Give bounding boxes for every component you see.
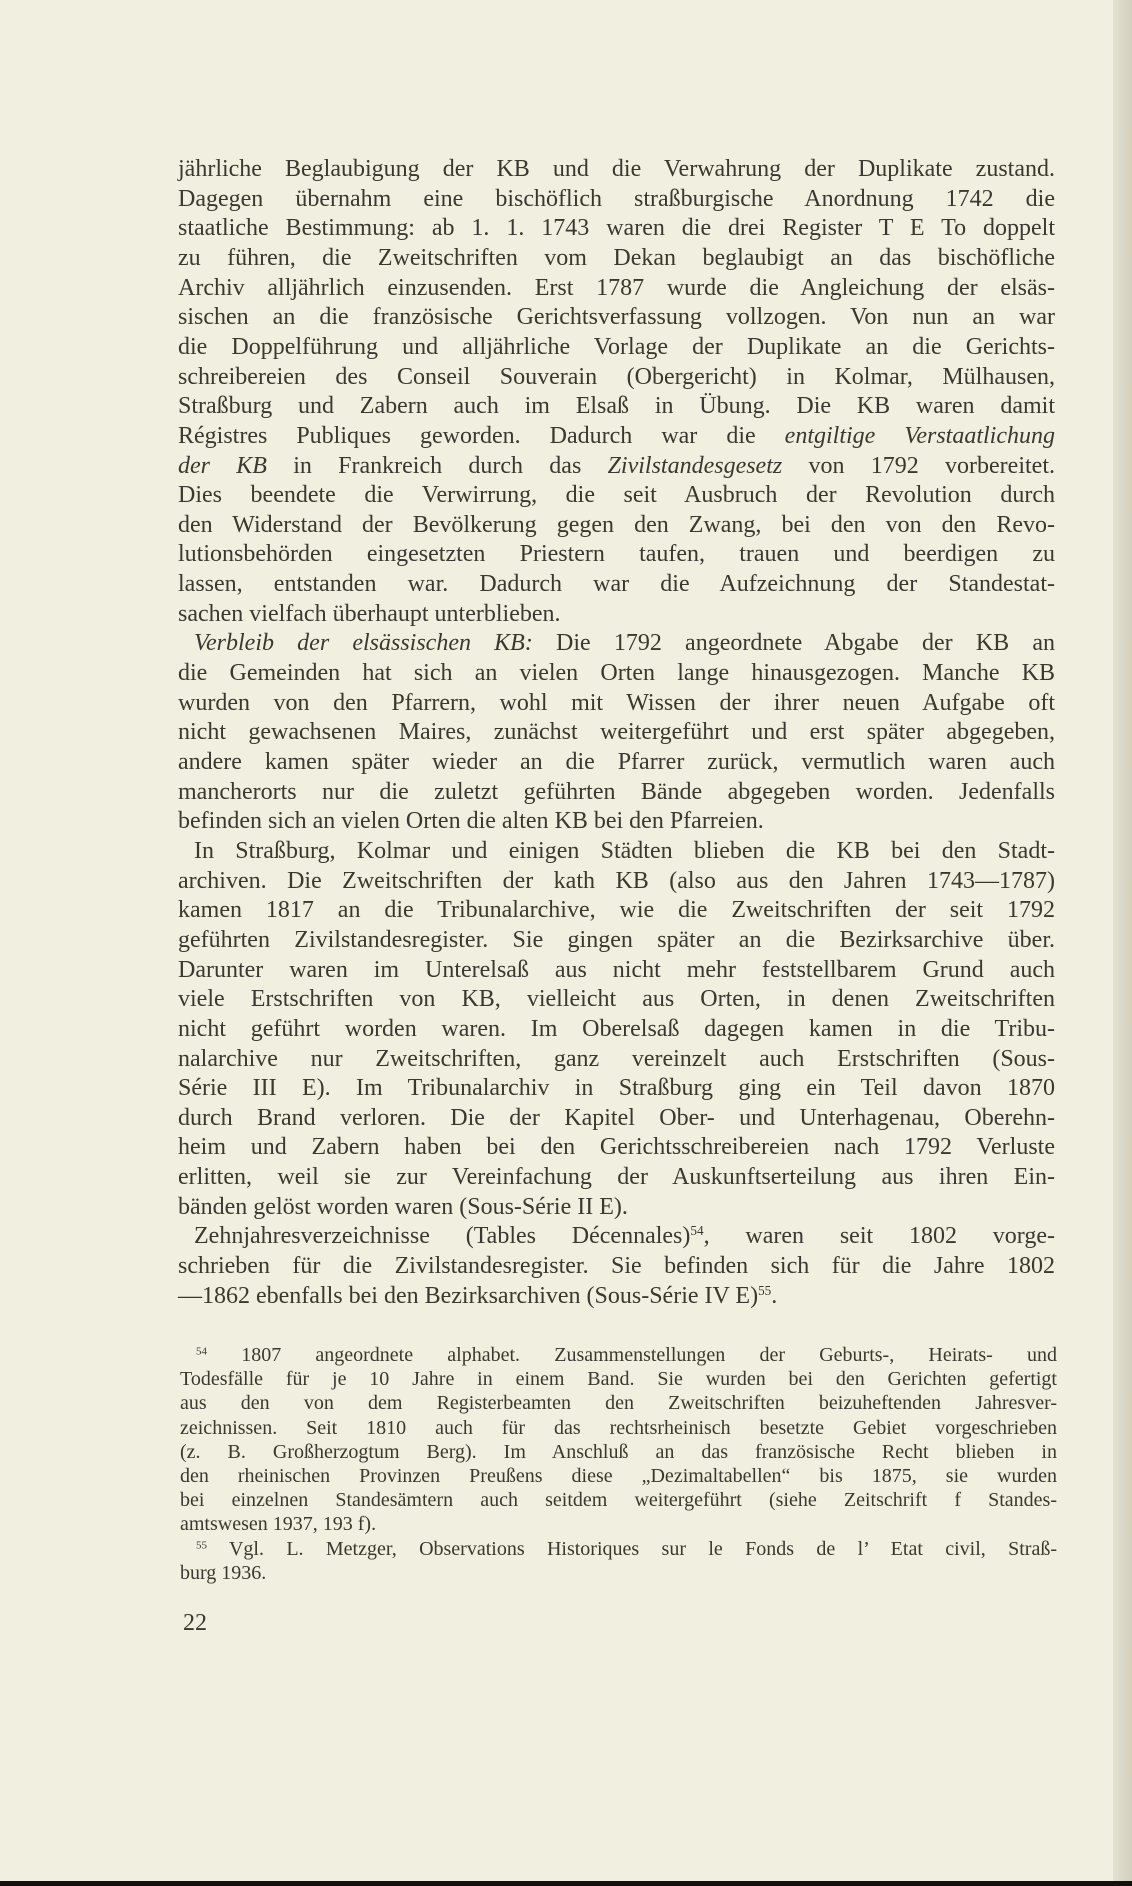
text-line bbox=[178, 867, 1055, 897]
text-segment: , waren seit 1802 vorge- bbox=[703, 1223, 1055, 1250]
text-line bbox=[178, 244, 1055, 274]
text-segment: Die 1792 angeordnete Abgabe der KB an bbox=[532, 630, 1055, 657]
text-line bbox=[178, 422, 1055, 452]
text-line bbox=[178, 155, 1055, 185]
text-line bbox=[178, 1074, 1055, 1104]
text-line bbox=[178, 956, 1055, 986]
footnote-line bbox=[180, 1512, 1057, 1536]
text-segment: in Frankreich durch das bbox=[266, 452, 608, 479]
text-segment: aus den von dem Registerbeamten den Zweitschriften beizuheftenden Jahresver- bbox=[180, 1392, 1057, 1415]
text-line bbox=[178, 540, 1055, 570]
text-segment: wurden von den Pfarrern, wohl mit Wissen der ihrer neuen Aufgabe oft bbox=[178, 689, 1055, 716]
text-segment: Todesfälle für je 10 Jahre in einem Band. Sie wurden bei den Gerichten gefertigt bbox=[180, 1368, 1057, 1391]
text-segment: befinden sich an vielen Orten die alten KB bei den Pfarreien. bbox=[178, 808, 764, 835]
text-line bbox=[178, 185, 1055, 215]
text-segment: durch Brand verloren. Die der Kapitel Ober- und Unterhagenau, Oberehn- bbox=[178, 1104, 1055, 1131]
text-line bbox=[178, 689, 1055, 719]
text-line bbox=[178, 1045, 1055, 1075]
footnote-line bbox=[180, 1440, 1057, 1464]
text-segment: Dies beendete die Verwirrung, die seit Ausbruch der Revolution durch bbox=[178, 482, 1055, 509]
text-line bbox=[178, 1104, 1055, 1134]
text-line bbox=[178, 926, 1055, 956]
text-line bbox=[178, 985, 1055, 1015]
text-segment: Régistres Publiques geworden. Dadurch war die bbox=[178, 422, 785, 449]
text-segment: Dagegen übernahm eine bischöflich straßburgische Anordnung 1742 die bbox=[178, 185, 1055, 212]
footnote-line bbox=[180, 1343, 1057, 1367]
text-segment: Vgl. L. Metzger, Observations Historiques sur le Fonds de l’ Etat civil, Straß- bbox=[207, 1537, 1057, 1560]
text-segment: sischen an die französische Gerichtsverfassung vollzogen. Von nun an war bbox=[178, 304, 1055, 331]
text-line bbox=[178, 333, 1055, 363]
footnote-line bbox=[180, 1416, 1057, 1440]
text-line bbox=[178, 511, 1055, 541]
text-line bbox=[178, 452, 1055, 482]
text-segment: kamen 1817 an die Tribunalarchive, wie die Zweitschriften der seit 1792 bbox=[178, 897, 1055, 924]
text-line bbox=[178, 659, 1055, 689]
text-line bbox=[178, 778, 1055, 808]
text-segment: bänden gelöst worden waren (Sous-Série II E). bbox=[178, 1193, 628, 1220]
text-line bbox=[178, 807, 1055, 837]
text-line bbox=[178, 481, 1055, 511]
text-segment: Série III E). Im Tribunalarchiv in Straßburg ging ein Teil davon 1870 bbox=[178, 1075, 1055, 1102]
text-segment: Darunter waren im Unterelsaß aus nicht mehr feststellbarem Grund auch bbox=[178, 956, 1055, 983]
text-line bbox=[178, 1222, 1055, 1252]
footnote-line bbox=[180, 1367, 1057, 1391]
footnote-marker: 55 bbox=[196, 1539, 207, 1551]
scan-border bbox=[0, 1881, 1132, 1886]
text-segment: zu führen, die Zweitschriften vom Dekan beglaubigt an das bischöfliche bbox=[178, 244, 1055, 271]
text-segment: heim und Zabern haben bei den Gerichtsschreibereien nach 1792 Verluste bbox=[178, 1134, 1055, 1161]
text-segment: . bbox=[771, 1282, 778, 1309]
text-segment: die Gemeinden hat sich an vielen Orten lange hinausgezogen. Manche KB bbox=[178, 660, 1055, 687]
text-line bbox=[178, 629, 1055, 659]
text-segment: den rheinischen Provinzen Preußens diese „Dezimaltabellen“ bis 1875, sie wurden bbox=[180, 1465, 1057, 1487]
footnote-line bbox=[180, 1488, 1057, 1512]
text-segment: nicht gewachsenen Maires, zunächst weitergeführt und erst später abgegeben, bbox=[178, 719, 1055, 746]
text-segment: viele Erstschriften von KB, vielleicht aus Orten, in denen Zweitschriften bbox=[178, 986, 1055, 1013]
text-line bbox=[178, 570, 1055, 600]
text-segment: Straßburg und Zabern auch im Elsaß in Übung. Die KB waren damit bbox=[178, 393, 1055, 420]
text-segment: 1807 angeordnete alphabet. Zusammenstellungen der Geburts-, Heirats- und bbox=[207, 1344, 1057, 1366]
italic-text: der KB bbox=[178, 452, 267, 479]
footnote-marker: 54 bbox=[196, 1345, 207, 1358]
italic-text: Zivilstandesgesetz bbox=[607, 452, 783, 479]
footnote-marker: 54 bbox=[690, 1223, 704, 1239]
text-segment: bei einzelnen Standesämtern auch seitdem weitergeführt (siehe Zeitschrift f Standes- bbox=[180, 1489, 1057, 1512]
italic-text: entgiltige Verstaatlichung bbox=[784, 422, 1055, 449]
text-segment: schrieben für die Zivilstandesregister. Sie befinden sich für die Jahre 1802 bbox=[178, 1253, 1055, 1280]
text-segment: In Straßburg, Kolmar und einigen Städten blieben die KB bei den Stadt- bbox=[194, 837, 1055, 864]
text-segment: schreibereien des Conseil Souverain (Obergericht) in Kolmar, Mülhausen, bbox=[178, 363, 1055, 390]
text-line bbox=[178, 1193, 1055, 1223]
text-segment: geführten Zivilstandesregister. Sie gingen später an die Bezirksarchive über. bbox=[178, 926, 1055, 953]
text-line bbox=[178, 214, 1055, 244]
page-edge-shadow bbox=[1113, 0, 1132, 1886]
text-segment: mancherorts nur die zuletzt geführten Bände abgegeben worden. Jedenfalls bbox=[178, 778, 1055, 805]
text-line bbox=[178, 718, 1055, 748]
text-line bbox=[178, 1015, 1055, 1045]
text-line bbox=[178, 363, 1055, 393]
text-segment: nalarchive nur Zweitschriften, ganz vereinzelt auch Erstschriften (Sous- bbox=[178, 1045, 1055, 1072]
text-line bbox=[178, 274, 1055, 304]
text-segment: Zehnjahresverzeichnisse (Tables Décennales) bbox=[194, 1223, 691, 1250]
text-segment: burg 1936. bbox=[180, 1561, 267, 1584]
text-segment: jährliche Beglaubigung der KB und die Verwahrung der Duplikate zustand. bbox=[178, 156, 1055, 182]
text-segment: zeichnissen. Seit 1810 auch für das rechtsrheinisch besetzte Gebiet vorgeschrieben bbox=[180, 1416, 1057, 1439]
italic-text: Verbleib der elsässischen KB: bbox=[194, 630, 533, 657]
text-line bbox=[178, 1252, 1055, 1282]
text-line bbox=[178, 896, 1055, 926]
text-line bbox=[178, 600, 1055, 630]
text-segment: —1862 ebenfalls bei den Bezirksarchiven (Sous-Série IV E) bbox=[178, 1282, 759, 1309]
text-line bbox=[178, 1282, 1055, 1312]
text-segment: den Widerstand der Bevölkerung gegen den Zwang, bei den von den Revo- bbox=[178, 511, 1055, 538]
footnote-line bbox=[180, 1561, 1057, 1585]
text-line bbox=[178, 303, 1055, 333]
text-segment: von 1792 vorbereitet. bbox=[782, 452, 1055, 479]
text-segment: (z. B. Großherzogtum Berg). Im Anschluß an das französische Recht blieben in bbox=[180, 1440, 1057, 1463]
text-segment: lutionsbehörden eingesetzten Priestern taufen, trauen und beerdigen zu bbox=[178, 541, 1055, 568]
footnote-marker: 55 bbox=[758, 1282, 772, 1298]
text-segment: staatliche Bestimmung: ab 1. 1. 1743 waren die drei Register T E To doppelt bbox=[178, 215, 1055, 242]
footnote-line bbox=[180, 1464, 1057, 1488]
text-segment: amtswesen 1937, 193 f). bbox=[180, 1513, 377, 1536]
page-number: 22 bbox=[183, 1610, 207, 1636]
text-segment: die Doppelführung und alljährliche Vorlage der Duplikate an die Gerichts- bbox=[178, 333, 1055, 360]
text-line bbox=[178, 392, 1055, 422]
text-line bbox=[178, 1133, 1055, 1163]
text-segment: erlitten, weil sie zur Vereinfachung der Auskunftserteilung aus ihren Ein- bbox=[178, 1164, 1055, 1191]
text-line bbox=[178, 837, 1055, 867]
text-segment: lassen, entstanden war. Dadurch war die Aufzeichnung der Standestat- bbox=[178, 571, 1055, 598]
text-segment: nicht geführt worden waren. Im Oberelsaß dagegen kamen in die Tribu- bbox=[178, 1015, 1055, 1042]
text-segment: Archiv alljährlich einzusenden. Erst 1787 wurde die Angleichung der elsäs- bbox=[178, 274, 1055, 301]
text-line bbox=[178, 748, 1055, 778]
text-segment: sachen vielfach überhaupt unterblieben. bbox=[178, 600, 561, 627]
text-line bbox=[178, 1163, 1055, 1193]
text-segment: archiven. Die Zweitschriften der kath KB (also aus den Jahren 1743—1787) bbox=[178, 867, 1055, 894]
text-segment: andere kamen später wieder an die Pfarrer zurück, vermutlich waren auch bbox=[178, 749, 1055, 775]
footnote-line bbox=[180, 1537, 1057, 1561]
footnote-line bbox=[180, 1391, 1057, 1415]
